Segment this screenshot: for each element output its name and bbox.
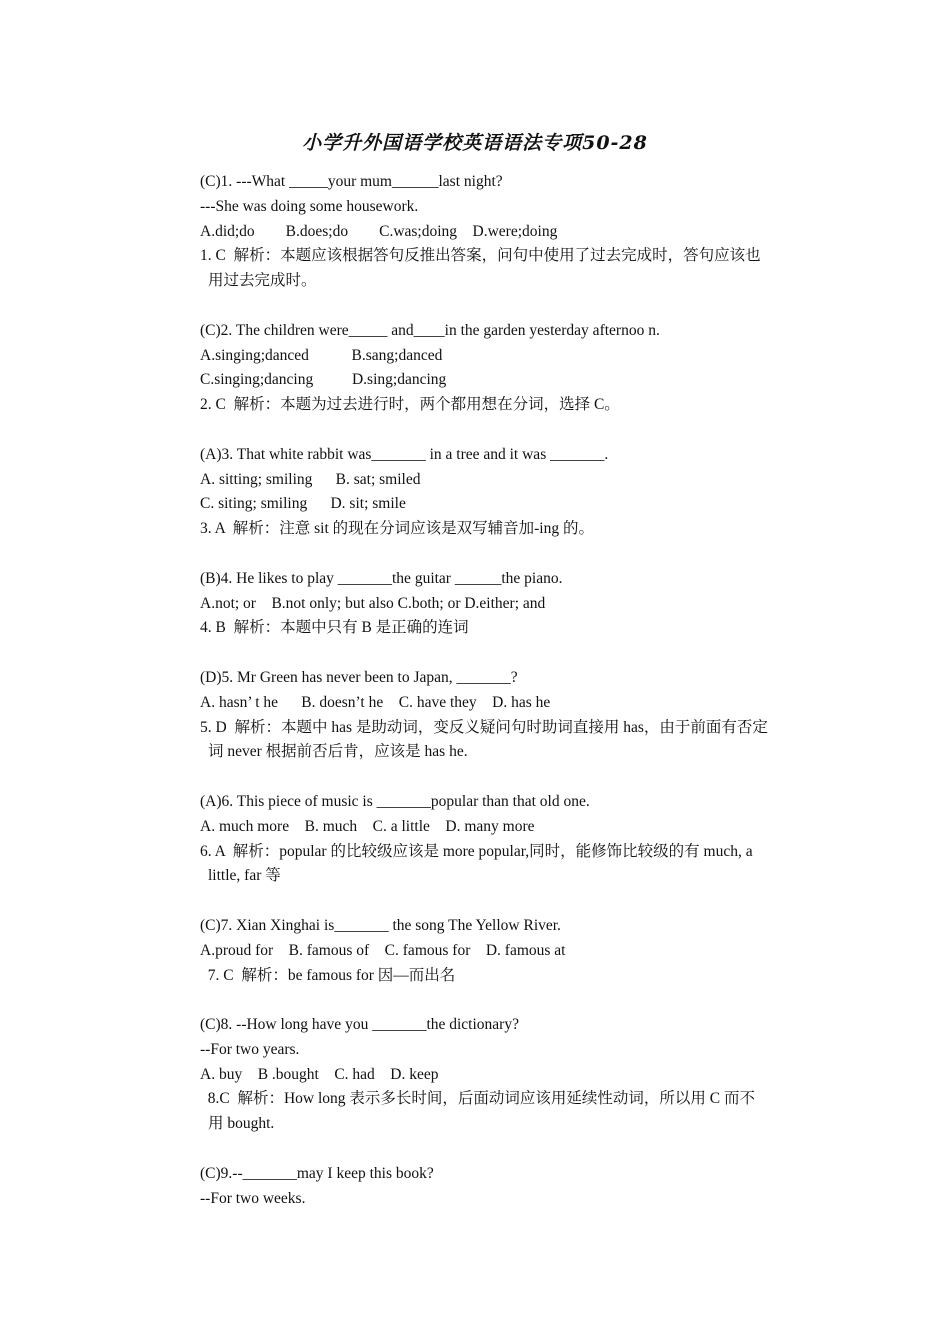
question-stem: (D)5. Mr Green has never been to Japan, _______? — [200, 668, 518, 686]
question-stem: (C)1. ---What _____your mum______last night? — [200, 173, 503, 190]
options-line: A.singing;danced B.sang;danced — [200, 346, 443, 364]
options-line: C.singing;dancing D.sing;dancing — [200, 371, 447, 389]
options-line: A. sitting; smiling B. sat; smiled — [200, 470, 421, 488]
options-line: A.not; or B.not only; but also C.both; or D.either; and — [200, 594, 546, 612]
options-line: A. much more B. much C. a little D. many more — [200, 817, 535, 835]
analysis-line: 4. B 解析：本题中只有 B 是正确的连词 — [200, 619, 469, 637]
options-line: A. hasn’ t he B. doesn’t he C. have they D. has he — [200, 693, 551, 711]
question-stem: (C)8. --How long have you _______the dictionary? — [200, 1016, 519, 1034]
options-line: A. buy B .bought C. had D. keep — [200, 1065, 439, 1083]
analysis-line: 5. D 解析：本题中 has 是助动词，变反义疑问句时助词直接用 has，由于前面有否定 — [200, 718, 768, 736]
question-item — [200, 170, 810, 294]
analysis-continuation: 词 never 根据前否后肯，应该是 has he. — [208, 743, 468, 761]
answer-line: --For two years. — [200, 1040, 300, 1058]
analysis-line: 3. A 解析：注意 sit 的现在分词应该是双写辅音加-ing 的。 — [200, 520, 594, 538]
question-item — [200, 319, 810, 418]
spacer — [200, 542, 810, 567]
spacer — [200, 765, 810, 790]
answer-line: ---She was doing some housework. — [200, 197, 419, 215]
question-stem: (C)9.--_______may I keep this book? — [200, 1164, 434, 1182]
analysis-line: 2. C 解析：本题为过去进行时，两个都用想在分词，选择 C。 — [200, 396, 620, 414]
question-item — [200, 443, 810, 542]
analysis-line: 6. A 解析：popular 的比较级应该是 more popular,同时，能修饰比较级的有 much, a — [200, 842, 753, 860]
options-line: C. siting; smiling D. sit; smile — [200, 495, 406, 513]
analysis-line: 7. C 解析：be famous for 因—而出名 — [200, 966, 456, 984]
question-list — [200, 170, 810, 1211]
spacer — [200, 294, 810, 319]
answer-line: --For two weeks. — [200, 1189, 306, 1207]
spacer — [200, 889, 810, 914]
question-item — [200, 1013, 810, 1137]
spacer — [200, 988, 810, 1013]
options-line: A.did;do B.does;do C.was;doing D.were;doing — [200, 222, 558, 240]
spacer — [200, 1137, 810, 1162]
page-title: 小学升外国语学校英语语法专项50-28 — [302, 132, 648, 154]
question-item — [200, 914, 810, 988]
question-stem: (B)4. He likes to play _______the guitar ______the piano. — [200, 569, 563, 587]
analysis-continuation: little, far 等 — [208, 867, 281, 885]
analysis-continuation: 用 bought. — [208, 1115, 275, 1133]
analysis-continuation: 用过去完成时。 — [208, 272, 317, 290]
spacer — [200, 418, 810, 443]
analysis-line: 8.C 解析：How long 表示多长时间，后面动词应该用延续性动词，所以用 C 而不 — [200, 1090, 755, 1108]
question-stem: (A)6. This piece of music is _______popular than that old one. — [200, 792, 590, 810]
analysis-line: 1. C 解析：本题应该根据答句反推出答案，问句中使用了过去完成时，答句应该也 — [200, 247, 761, 265]
question-item — [200, 666, 810, 765]
question-stem: (C)7. Xian Xinghai is_______ the song The Yellow River. — [200, 916, 561, 934]
options-line: A.proud for B. famous of C. famous for D. famous at — [200, 941, 566, 959]
question-item — [200, 1162, 810, 1212]
question-stem: (C)2. The children were_____ and____in the garden yesterday afternoo n. — [200, 321, 660, 339]
question-stem: (A)3. That white rabbit was_______ in a tree and it was _______. — [200, 445, 609, 463]
question-item — [200, 567, 810, 641]
spacer — [200, 641, 810, 666]
question-item — [200, 790, 810, 889]
